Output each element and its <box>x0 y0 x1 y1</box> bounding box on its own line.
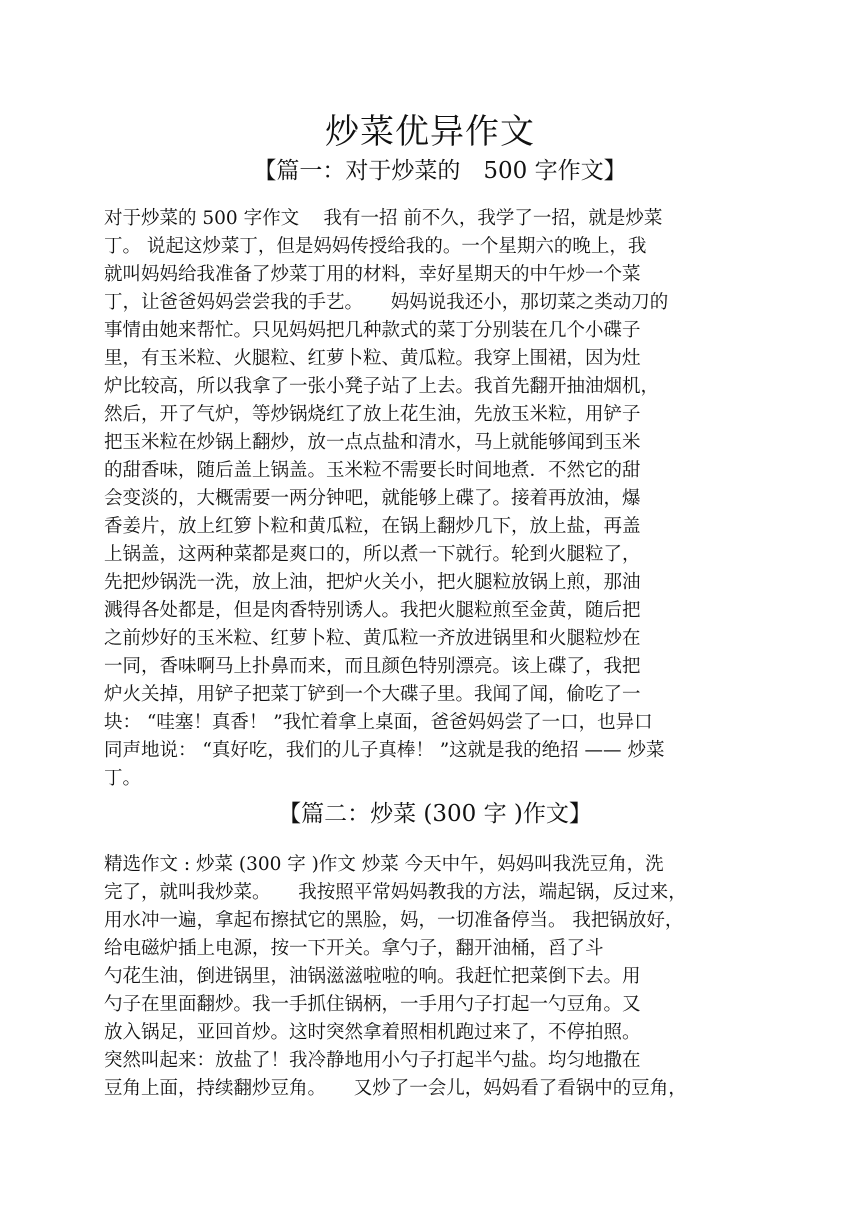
paragraph-line: 然后，开了气炉，等炒锅烧红了放上花生油，先放玉米粒，用铲子 <box>104 404 641 425</box>
paragraph-line: 对于炒菜的 500 字作文 我有一招 前不久，我学了一招，就是炒菜 <box>104 208 663 229</box>
paragraph-line: 用水冲一遍，拿起布擦拭它的黑脸，妈，一切准备停当。 我把锅放好， <box>104 910 684 931</box>
paragraph-line: 炉比较高，所以我拿了一张小凳子站了上去。我首先翻开抽油烟机， <box>104 376 660 397</box>
paragraph-line: 放入锅足，亚回首炒。这时突然拿着照相机跑过来了，不停拍照。 <box>104 1022 641 1043</box>
paragraph-line: 丁，让爸爸妈妈尝尝我的手艺。 妈妈说我还小，那切菜之类动刀的 <box>104 292 669 313</box>
paragraph-line: 精选作文 : 炒菜 (300 字 )作文 炒菜 今天中午，妈妈叫我洗豆角，洗 <box>104 854 664 875</box>
section-1-body <box>104 205 744 793</box>
paragraph-line: 突然叫起来：放盐了！我冷静地用小勺子打起半勺盐。均匀地撒在 <box>104 1050 641 1071</box>
document-title: 炒菜优异作文 <box>325 112 535 152</box>
paragraph-line: 香姜片，放上红箩卜粒和黄瓜粒，在锅上翻炒几下，放上盐，再盖 <box>104 516 641 537</box>
paragraph-line: 同声地说： “真好吃，我们的儿子真棒！ ”这就是我的绝招 —— 炒菜 <box>104 740 665 761</box>
section-2-heading: 【篇二：炒菜 (300 字 )作文】 <box>278 801 592 827</box>
paragraph-line: 给电磁炉插上电源，按一下开关。拿勺子，翻开油桶，舀了斗 <box>104 938 604 959</box>
paragraph-line: 溅得各处都是，但是肉香特别诱人。我把火腿粒煎至金黄，随后把 <box>104 600 641 621</box>
paragraph-line: 的甜香味，随后盖上锅盖。玉米粒不需要长时间地煮．不然它的甜 <box>104 460 641 481</box>
paragraph-line: 会变淡的，大概需要一两分钟吧，就能够上碟了。接着再放油，爆 <box>104 488 641 509</box>
paragraph-line: 勺花生油，倒进锅里，油锅滋滋啦啦的响。我赶忙把菜倒下去。用 <box>104 966 641 987</box>
paragraph-line: 完了，就叫我炒菜。 我按照平常妈妈教我的方法，端起锅，反过来， <box>104 882 687 903</box>
paragraph-line: 就叫妈妈给我准备了炒菜丁用的材料，幸好星期天的中午炒一个菜 <box>104 264 641 285</box>
paragraph-line: 豆角上面，持续翻炒豆角。 又炒了一会儿，妈妈看了看锅中的豆角， <box>104 1078 687 1099</box>
paragraph-line: 上锅盖，这两种菜都是爽口的，所以煮一下就行。轮到火腿粒了， <box>104 544 641 565</box>
paragraph-line: 先把炒锅洗一洗，放上油，把炉火关小，把火腿粒放锅上煎，那油 <box>104 572 641 593</box>
section-2-body <box>104 851 744 1103</box>
paragraph-line: 块： “哇塞！真香！ ”我忙着拿上桌面，爸爸妈妈尝了一口，也异口 <box>104 712 653 733</box>
paragraph-line: 丁。 说起这炒菜丁，但是妈妈传授给我的。一个星期六的晚上，我 <box>104 236 647 257</box>
section-1-heading: 【篇一：对于炒菜的 500 字作文】 <box>253 158 627 184</box>
paragraph-line: 勺子在里面翻炒。我一手抓住锅柄，一手用勺子打起一勺豆角。又 <box>104 994 641 1015</box>
paragraph-line: 丁。 <box>104 768 142 789</box>
paragraph-line: 把玉米粒在炒锅上翻炒，放一点点盐和清水，马上就能够闻到玉米 <box>104 432 641 453</box>
paragraph-line: 里，有玉米粒、火腿粒、红萝卜粒、黄瓜粒。我穿上围裙，因为灶 <box>104 348 641 369</box>
paragraph-line: 之前炒好的玉米粒、红萝卜粒、黄瓜粒一齐放进锅里和火腿粒炒在 <box>104 628 641 649</box>
paragraph-line: 炉火关掉，用铲子把菜丁铲到一个大碟子里。我闻了闻，偷吃了一 <box>104 684 641 705</box>
paragraph-line: 事情由她来帮忙。只见妈妈把几种款式的菜丁分别装在几个小碟子 <box>104 320 641 341</box>
paragraph-line: 一同，香味啊马上扑鼻而来，而且颜色特别漂亮。该上碟了，我把 <box>104 656 641 677</box>
